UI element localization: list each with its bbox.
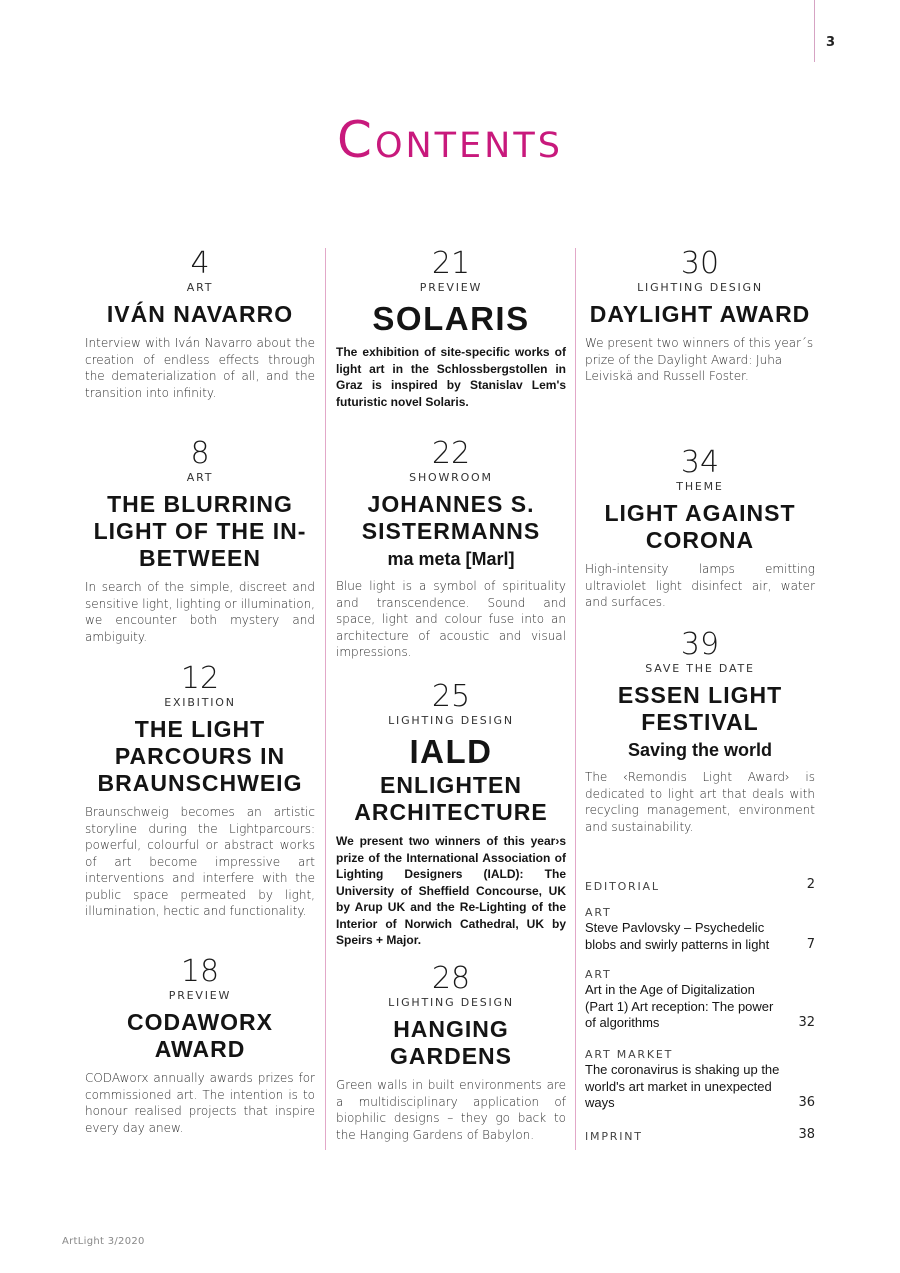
entry-heading: DAYLIGHT AWARD (589, 301, 811, 327)
entry-heading: HANGING GARDENS (389, 1016, 512, 1069)
side-list-category: IMPRINT (585, 1129, 643, 1143)
entry-heading: JOHANNES S. SISTERMANNS (361, 491, 541, 544)
entry-heading: IALD (409, 733, 493, 770)
entry-page-number: 22 (431, 436, 471, 471)
entry-description: Braunschweig becomes an artistic storyline during the Lightparcours: powerful, colourful or abstract works of art become impressive art interventions and interfere with the public space permeated by light, illumination, hectic and functionality. (85, 805, 315, 918)
entry-heading: ESSEN LIGHT FESTIVAL (617, 682, 783, 735)
entry-subheading: Saving the world (627, 740, 773, 760)
toc-entry[interactable] (85, 663, 315, 920)
entry-description: High-intensity lamps emitting ultraviolet light disinfect air, water and surfaces. (585, 562, 815, 609)
toc-entry[interactable] (585, 629, 815, 835)
side-list-page: 2 (806, 877, 815, 892)
entry-heading: THE BLURRING LIGHT OF THE IN-BETWEEN (93, 491, 307, 571)
side-list-item-imprint[interactable] (585, 1127, 815, 1144)
entry-category: ART (186, 471, 214, 484)
entry-category: SAVE THE DATE (645, 662, 755, 675)
entry-description: CODAworx annually awards prizes for commissioned art. The intention is to honour realised projects that inspire every day anew. (85, 1071, 315, 1135)
entry-category: LIGHTING DESIGN (388, 996, 514, 1009)
column-divider-1 (325, 248, 326, 1150)
entry-category: PREVIEW (168, 989, 232, 1002)
column-divider-2 (575, 248, 576, 1150)
side-list-item-editorial[interactable] (585, 877, 815, 894)
entry-page-number: 12 (180, 661, 220, 696)
entry-page-number: 21 (431, 246, 471, 281)
entry-description: Interview with Iván Navarro about the creation of endless effects through the dematerialization of all, and the transition into infinity. (85, 336, 315, 400)
entry-description: Blue light is a symbol of spirituality and transcendence. Sound and space, light and colour fuse into an architecture of acoustic and visual impressions. (336, 579, 566, 659)
entry-description: We present two winners of this year›s prize of the International Association of Lighting Designers (IALD): The University of Sheffield Concourse, UK by Arup UK and the Re-Lighting of the Interior of Norwich Cathedral, UK by Speirs + Major. (336, 834, 566, 947)
toc-entry[interactable] (336, 963, 566, 1143)
entry-heading: SOLARIS (372, 300, 530, 337)
entry-heading: CODAWORX AWARD (127, 1009, 273, 1062)
page-number: 3 (826, 35, 836, 50)
side-list-title: Art in the Age of Digitalization (Part 1) Art reception: The power of algorithms (585, 982, 774, 1030)
entry-category: THEME (676, 480, 724, 493)
side-list-category: ART (585, 906, 612, 919)
entry-category: PREVIEW (419, 281, 483, 294)
entry-heading: LIGHT AGAINST CORONA (604, 500, 796, 553)
toc-entry[interactable] (585, 447, 815, 611)
side-list-item-pavlovsky[interactable] (585, 906, 815, 953)
side-list-category: ART MARKET (585, 1048, 674, 1061)
side-list-category: EDITORIAL (585, 879, 660, 893)
entry-page-number: 25 (431, 679, 471, 714)
entry-category: SHOWROOM (409, 471, 493, 484)
toc-entry[interactable] (336, 438, 566, 661)
entry-page-number: 28 (431, 961, 471, 996)
entry-page-number: 34 (680, 445, 720, 480)
side-list-title: The coronavirus is shaking up the world's art market in unexpected ways (585, 1062, 780, 1110)
entry-category: LIGHTING DESIGN (637, 281, 763, 294)
toc-entry[interactable] (336, 681, 566, 949)
toc-entry[interactable] (85, 248, 315, 401)
entry-page-number: 8 (190, 436, 210, 471)
toc-entry[interactable] (85, 956, 315, 1136)
side-list-category: ART (585, 968, 612, 981)
entry-description: Green walls in built environments are a multidisciplinary application of biophilic designs – they go back to the Hanging Gardens of Babylon. (336, 1078, 566, 1142)
side-list-page: 32 (798, 1015, 815, 1030)
entry-page-number: 18 (180, 954, 220, 989)
side-list-page: 36 (798, 1095, 815, 1110)
entry-page-number: 30 (680, 246, 720, 281)
toc-entry[interactable] (336, 248, 566, 410)
side-list-page: 7 (806, 936, 815, 952)
entry-heading-secondary: ENLIGHTEN ARCHITECTURE (354, 772, 548, 825)
side-list-title: Steve Pavlovsky – Psychedelic blobs and swirly patterns in light (585, 920, 770, 952)
entry-subheading: ma meta [Marl] (387, 549, 515, 569)
entry-heading: THE LIGHT PARCOURS IN BRAUNSCHWEIG (97, 716, 303, 796)
entry-description: In search of the simple, discreet and sensitive light, lighting or illumination, we encounter both mystery and ambiguity. (85, 580, 315, 644)
side-list-page: 38 (798, 1127, 815, 1142)
entry-heading: IVÁN NAVARRO (106, 301, 294, 327)
entry-category: LIGHTING DESIGN (388, 714, 514, 727)
page-number-rule (814, 0, 815, 62)
side-list-item-digitalization[interactable] (585, 968, 815, 1032)
entry-description: We present two winners of this year´s prize of the Daylight Award: Juha Leiviskä and Russell Foster. (585, 336, 814, 383)
side-list-item-art-market[interactable] (585, 1048, 815, 1112)
page-title: Contents (337, 111, 563, 169)
entry-description: The exhibition of site-specific works of light art in the Schlossbergstollen in Graz is inspired by Stanislav Lem's futuristic novel Solaris. (336, 345, 566, 409)
entry-description: The ‹Remondis Light Award› is dedicated to light art that deals with recycling management, environment and sustainability. (585, 770, 815, 834)
toc-entry[interactable] (585, 248, 815, 385)
entry-category: ART (186, 281, 214, 294)
entry-page-number: 4 (190, 246, 210, 281)
entry-page-number: 39 (680, 627, 720, 662)
footer-issue: ArtLight 3/2020 (62, 1236, 145, 1247)
toc-entry[interactable] (85, 438, 315, 645)
entry-category: EXIBITION (164, 696, 236, 709)
